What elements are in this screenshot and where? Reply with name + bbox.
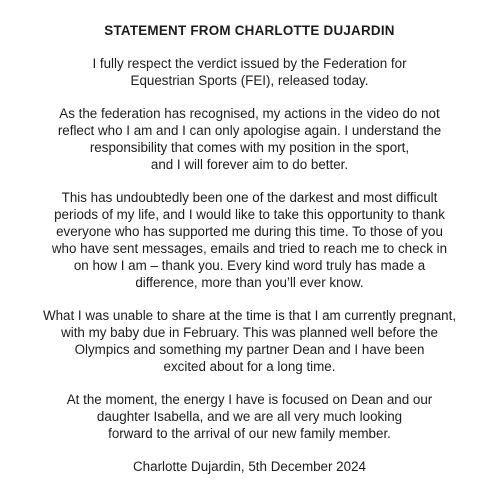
paragraph-line: forward to the arrival of our new family member. xyxy=(108,426,391,441)
paragraph-line: I fully respect the verdict issued by the Federation for xyxy=(92,56,407,71)
paragraph-line: with my baby due in February. This was planned well before the xyxy=(61,325,438,340)
paragraph-line: on how I am – thank you. Every kind word truly has made a xyxy=(73,258,426,273)
paragraph-thanks xyxy=(8,189,491,291)
paragraph-line: and I will forever aim to do better. xyxy=(150,157,349,172)
paragraph-line: periods of my life, and I would like to take this opportunity to thank xyxy=(54,207,445,222)
paragraph-line: What I was unable to share at the time is that I am currently pregnant, xyxy=(42,308,457,323)
paragraph-line: who have sent messages, emails and tried to reach me to check in xyxy=(51,241,448,256)
paragraph-line: daughter Isabella, and we are all very much looking xyxy=(96,409,403,424)
paragraph-pregnancy xyxy=(8,307,491,375)
paragraph-line: As the federation has recognised, my actions in the video do not xyxy=(59,106,440,121)
paragraph-line: Equestrian Sports (FEI), released today. xyxy=(130,73,369,88)
paragraph-family xyxy=(8,391,491,442)
paragraph-line: difference, more than you’ll ever know. xyxy=(135,275,364,290)
paragraph-line: At the moment, the energy I have is focused on Dean and our xyxy=(66,392,433,407)
paragraph-line: Olympics and something my partner Dean and I have been xyxy=(74,342,425,357)
paragraph-line: responsibility that comes with my position in the sport, xyxy=(89,140,410,155)
paragraph-verdict xyxy=(8,55,491,89)
paragraph-line: This has undoubtedly been one of the darkest and most difficult xyxy=(61,190,438,205)
paragraph-line: everyone who has supported me during this time. To those of you xyxy=(56,224,443,239)
statement-title: STATEMENT FROM CHARLOTTE DUJARDIN xyxy=(104,23,395,38)
paragraph-line: excited about for a long time. xyxy=(163,359,336,374)
paragraph-apology xyxy=(8,105,491,173)
signature-line: Charlotte Dujardin, 5th December 2024 xyxy=(133,459,366,474)
paragraph-line: reflect who I am and I can only apologise again. I understand the xyxy=(57,123,442,138)
